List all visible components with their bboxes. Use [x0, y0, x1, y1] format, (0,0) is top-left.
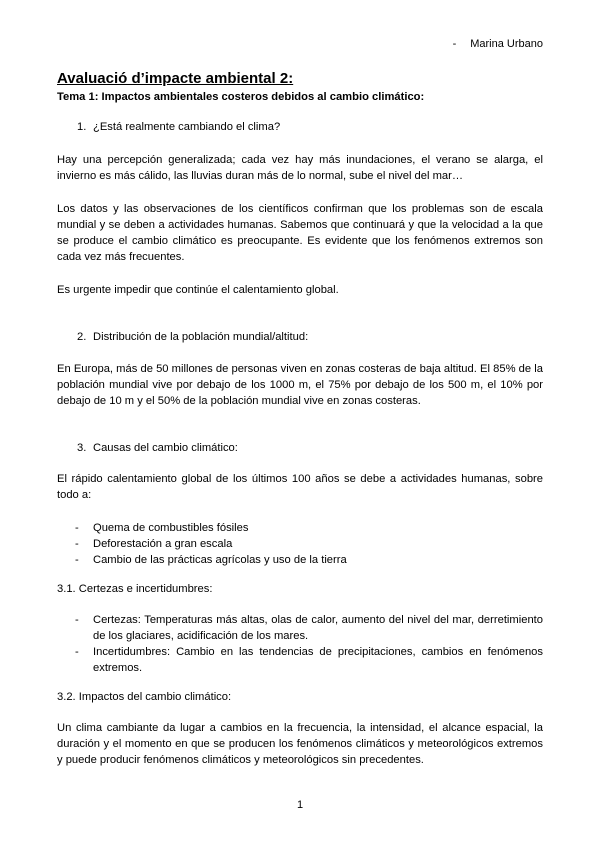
- cause-text: Cambio de las prácticas agrícolas y uso de la tierra: [93, 554, 347, 566]
- subsection-3-2-heading: 3.2. Impactos del cambio climático:: [57, 691, 232, 703]
- certainty-text: Certezas: Temperaturas más altas, olas de calor, aumento del nivel del mar, derretimiento de los glaciares, acidificación de los mares.: [93, 614, 543, 642]
- author-name: Marina Urbano: [470, 38, 543, 50]
- list-item: [57, 520, 543, 536]
- cause-text: Deforestación a gran escala: [93, 538, 233, 550]
- section-1-number: 1.: [77, 121, 87, 133]
- uncertainty-text: Incertidumbres: Cambio en las tendencias de precipitaciones, cambios en fenómenos extremos.: [93, 646, 543, 674]
- list-item: [57, 644, 543, 676]
- section-2-number: 2.: [77, 331, 87, 343]
- document-body: [57, 70, 543, 768]
- section-1-heading: [57, 119, 543, 135]
- list-item: [57, 552, 543, 568]
- section-1-paragraph-2: Los datos y las observaciones de los científicos confirman que los problemas son de escala mundial y se deben a actividades humanas. Sabemos que continuará y que la velocidad a la que se produce el cambio climático es preocupante. Es evidente que los fenómenos extremos son cada vez más frecuentes.: [57, 203, 543, 263]
- cause-text: Quema de combustibles fósiles: [93, 522, 249, 534]
- author-header: [453, 36, 543, 52]
- list-dash: -: [75, 554, 79, 566]
- document-subtitle: Tema 1: Impactos ambientales costeros debidos al cambio climático:: [57, 91, 425, 103]
- section-3-intro: El rápido calentamiento global de los últimos 100 años se debe a actividades humanas, sobre todo a:: [57, 473, 543, 501]
- certainties-list: [57, 612, 543, 676]
- list-dash: -: [75, 522, 79, 534]
- page-number: 1: [296, 799, 304, 811]
- section-1-paragraph-3: Es urgente impedir que continúe el calentamiento global.: [57, 284, 339, 296]
- section-3-heading: [57, 440, 543, 456]
- section-2-heading: [57, 329, 543, 345]
- causes-list: [57, 520, 543, 568]
- section-3-title: Causas del cambio climático:: [93, 442, 238, 454]
- list-item: [57, 612, 543, 644]
- list-item: [57, 536, 543, 552]
- list-dash: -: [75, 646, 79, 658]
- section-1-title: ¿Está realmente cambiando el clima?: [93, 121, 281, 133]
- document-title: Avaluació d’impacte ambiental 2:: [57, 70, 294, 87]
- list-dash: -: [75, 538, 79, 550]
- section-2-paragraph: En Europa, más de 50 millones de personas viven en zonas costeras de baja altitud. El 85% de la población mundial vive por debajo de los 1000 m, el 75% por debajo de los 500 m, el 10% por debajo de 10 m y el 50% de la población mundial vive en zonas costeras.: [57, 363, 543, 407]
- subsection-3-2-paragraph: Un clima cambiante da lugar a cambios en la frecuencia, la intensidad, el alcance espacial, la duración y el momento en que se producen los fenómenos climáticos y meteorológicos extremos y puede producir fenómenos climáticos y meteorológicos sin precedentes.: [57, 722, 543, 766]
- section-1-paragraph-1: Hay una percepción generalizada; cada vez hay más inundaciones, el verano se alarga, el invierno es más cálido, las lluvias duran más de lo normal, sube el nivel del mar…: [57, 154, 543, 182]
- header-dash: -: [452, 38, 457, 50]
- list-dash: -: [75, 614, 79, 626]
- section-2-title: Distribución de la población mundial/altitud:: [93, 331, 309, 343]
- subsection-3-1-heading: 3.1. Certezas e incertidumbres:: [57, 583, 213, 595]
- section-3-number: 3.: [77, 442, 87, 454]
